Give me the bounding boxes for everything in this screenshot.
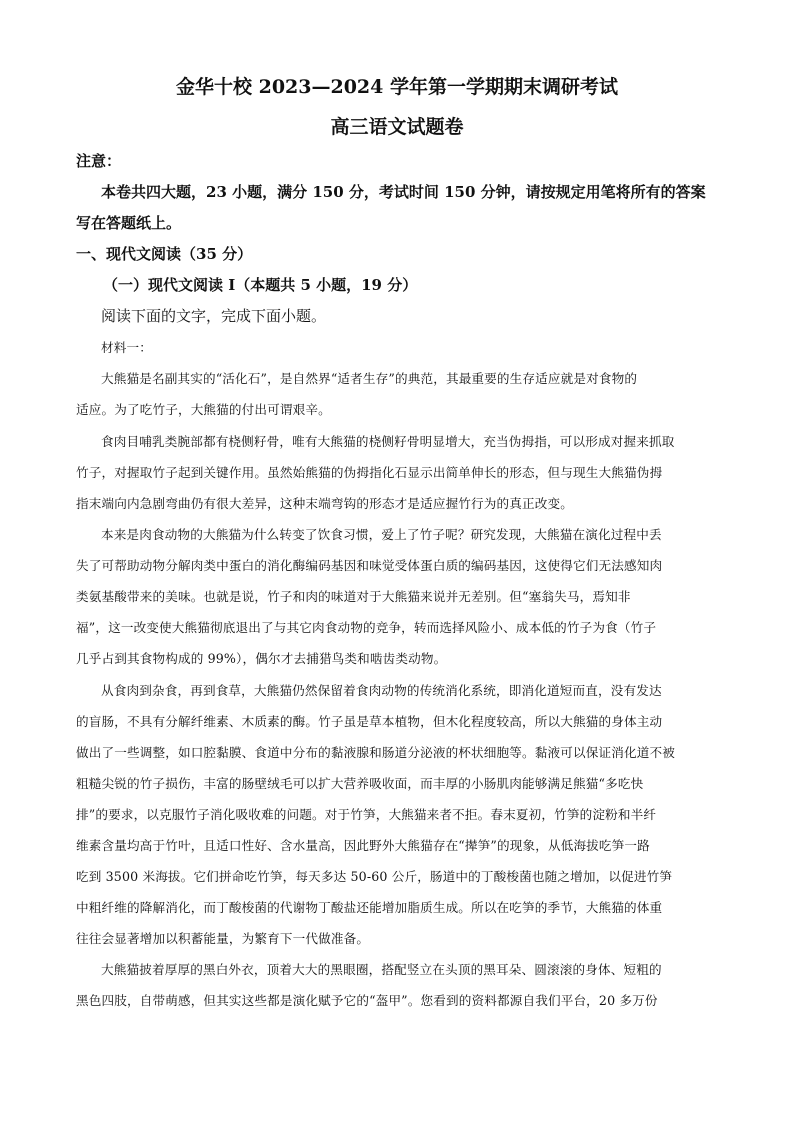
passage-line: 往往会显著增加以积蓄能量，为繁育下一代做准备。 [76, 931, 370, 946]
passage-line: 类氨基酸带来的美味。也就是说，竹子和肉的味道对于大熊猫来说并无差别。但“塞翁失马，焉知非 [76, 589, 631, 604]
passage-line: 食肉目哺乳类腕部都有桡侧籽骨，唯有大熊猫的桡侧籽骨明显增大，充当伪拇指，可以形成对握来抓取 [101, 434, 675, 449]
passage-line: 中粗纤维的降解消化，而丁酸梭菌的代谢物丁酸盐还能增加脂质生成。所以在吃笋的季节，大熊猫的体重 [76, 900, 663, 915]
passage-line: 福”，这一改变使大熊猫彻底退出了与其它肉食动物的竞争，转而选择风险小、成本低的竹子为食（竹子 [76, 620, 657, 635]
section-subheading: （一）现代文阅读 I（本题共 5 小题，19 分） [103, 276, 418, 294]
exam-subtitle: 高三语文试题卷 [330, 116, 464, 138]
passage-line: 排”的要求，以克服竹子消化吸收难的问题。对于竹笋，大熊猫来者不拒。春末夏初，竹笋的淀粉和半纤 [76, 807, 657, 822]
material-label: 材料一： [101, 340, 152, 355]
passage-line: 的盲肠，不具有分解纤维素、木质素的酶。竹子虽是草本植物，但木化程度较高，所以大熊猫的身体主动 [76, 714, 663, 729]
reading-instruction: 阅读下面的文字，完成下面小题。 [101, 307, 327, 325]
section-heading: 一、现代文阅读（35 分） [76, 245, 253, 263]
passage-line: 从食肉到杂食，再到食草，大熊猫仍然保留着食肉动物的传统消化系统，即消化道短而直，没有发达 [101, 683, 662, 698]
passage-line: 本来是肉食动物的大熊猫为什么转变了饮食习惯，爱上了竹子呢？研究发现，大熊猫在演化过程中丢 [101, 527, 662, 542]
passage-line: 大熊猫是名副其实的“活化石”，是自然界“适者生存”的典范，其最重要的生存适应就是对食物的 [101, 371, 638, 386]
passage-line: 适应。为了吃竹子，大熊猫的付出可谓艰辛。 [76, 402, 331, 417]
passage-line: 指末端向内急剧弯曲仍有很大差异，这种末端弯钩的形态才是适应握竹行为的真正改变。 [76, 496, 574, 511]
passage-line: 粗糙尖锐的竹子损伤，丰富的肠壁绒毛可以扩大营养吸收面，而丰厚的小肠肌肉能够满足熊猫“多吃快 [76, 776, 644, 791]
notice-label: 注意： [76, 152, 122, 170]
exam-title: 金华十校 2023—2024 学年第一学期期末调研考试 [176, 76, 618, 98]
passage-line: 失了可帮助动物分解肉类中蛋白的消化酶编码基因和味觉受体蛋白质的编码基因，这使得它们无法感知肉 [76, 558, 663, 573]
notice-line-1: 本卷共四大题，23 小题，满分 150 分，考试时间 150 分钟，请按规定用笔将所有的答案 [101, 183, 706, 201]
passage-line: 做出了一些调整，如口腔黏膜、食道中分布的黏液腺和肠道分泌液的杯状细胞等。黏液可以保证消化道不被 [76, 745, 675, 760]
passage-line: 吃到 3500 米海拔。它们拼命吃竹笋，每天多达 50-60 公斤，肠道中的丁酸梭菌也随之增加，以促进竹笋 [76, 869, 673, 884]
passage-line: 维素含量均高于竹叶，且适口性好、含水量高，因此野外大熊猫存在“撵笋”的现象，从低海拔吃笋一路 [76, 838, 650, 853]
passage-line: 黑色四肢，自带萌感，但其实这些都是演化赋予它的“盔甲”。您看到的资料都源自我们平台，20 多万份 [76, 993, 658, 1008]
passage-line: 大熊猫披着厚厚的黑白外衣，顶着大大的黑眼圈，搭配竖立在头顶的黑耳朵、圆滚滚的身体、短粗的 [101, 962, 662, 977]
passage-line: 竹子，对握取竹子起到关键作用。虽然始熊猫的伪拇指化石显示出简单伸长的形态，但与现生大熊猫伪拇 [76, 465, 663, 480]
passage-line: 几乎占到其食物构成的 99%），偶尔才去捕猎鸟类和啮齿类动物。 [76, 651, 447, 666]
notice-line-2: 写在答题纸上。 [76, 214, 182, 232]
